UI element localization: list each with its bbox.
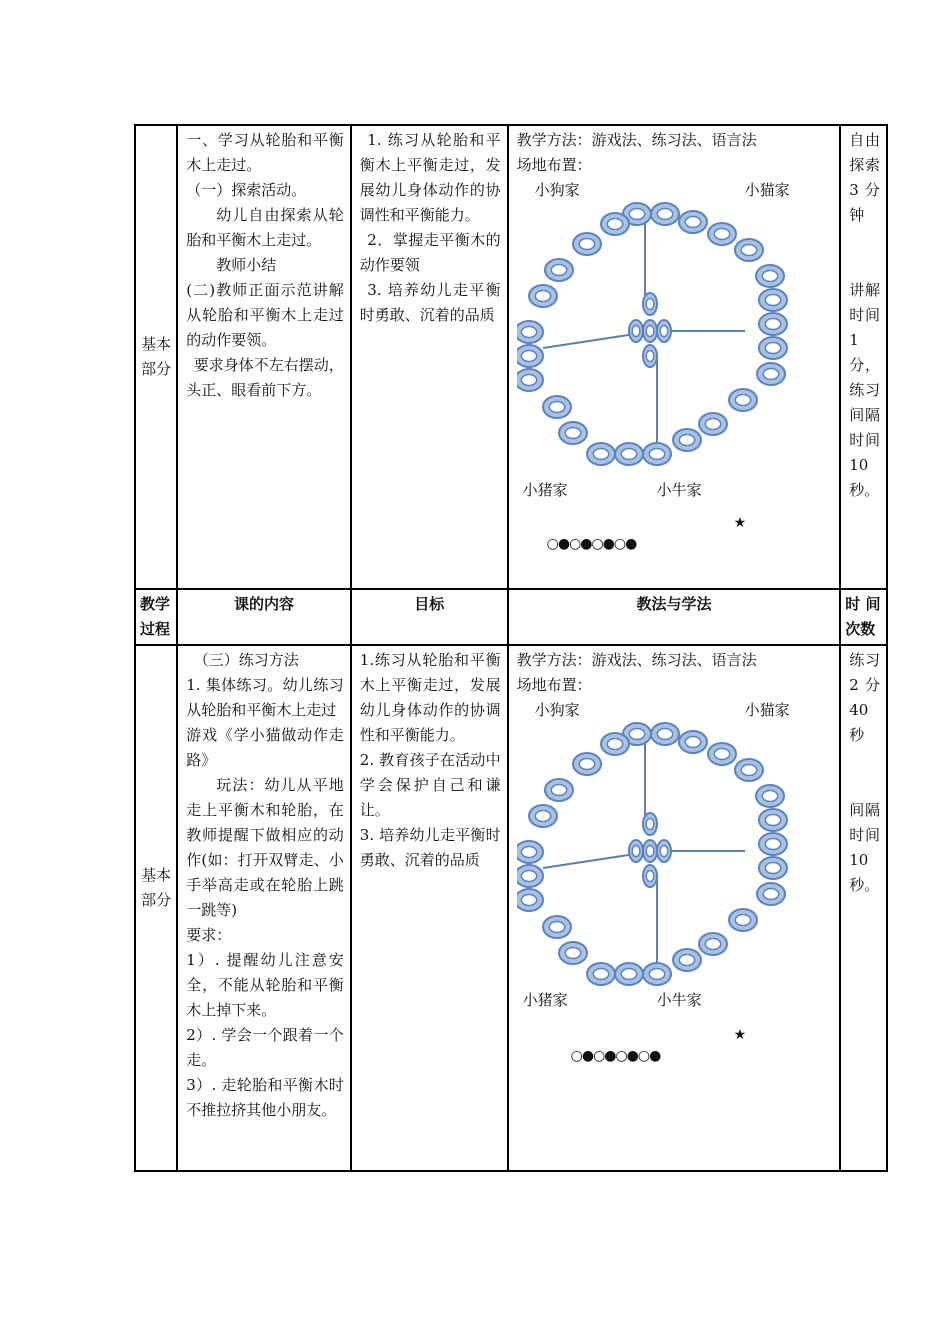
- tire-icon: [699, 413, 727, 435]
- tire-icon: [573, 233, 601, 255]
- content-line: 1. 集体练习。幼儿练习从轮胎和平衡木上走过: [186, 676, 344, 719]
- tire-icon: [657, 840, 671, 862]
- content-cell: [177, 645, 351, 1171]
- goal-line: 3. 培养幼儿走平衡时勇敢、沉着的品质: [359, 826, 501, 869]
- table-header-row: [135, 589, 887, 645]
- tire-icon: [699, 933, 727, 955]
- table-row: [135, 125, 887, 589]
- tire-icon: [529, 805, 557, 827]
- tire-icon: [657, 320, 671, 342]
- tire-icon: [756, 265, 784, 287]
- tire-icon: [759, 857, 787, 879]
- content-line: 2）. 学会一个跟着一个走。: [186, 1026, 344, 1069]
- goal-line: 2. 教育孩子在活动中学会保护自己和谦让。: [359, 751, 501, 819]
- tire-icon: [757, 363, 785, 385]
- time-line: 间隔时间10秒。: [849, 801, 880, 894]
- children-dots: ○●○●○●○●: [570, 1048, 661, 1064]
- tire-icon: [559, 422, 587, 444]
- field-layout-label: 场地布置：: [516, 676, 592, 694]
- content-line: 1）. 提醒幼儿注意安全，不能从轮胎和平衡木上掉下来。: [186, 951, 344, 1019]
- cow-home-label: 小牛家: [656, 481, 702, 499]
- tire-icon: [735, 759, 763, 781]
- method-line: 教学方法：游戏法、练习法、语言法: [516, 131, 757, 149]
- tire-icon: [615, 443, 643, 465]
- method-cell: [508, 645, 841, 1171]
- time-line: 练习2分40秒: [849, 651, 880, 744]
- goal-line: 1. 练习从轮胎和平衡木上平衡走过，发展幼儿身体动作的协调性和平衡能力。: [359, 131, 501, 224]
- tire-icon: [517, 841, 543, 863]
- time-cell: [840, 645, 887, 1171]
- dog-home-label: 小狗家: [534, 181, 580, 199]
- tire-icon: [759, 833, 787, 855]
- tire-icon: [629, 840, 643, 862]
- goal-line: 1.练习从轮胎和平衡木上平衡走过，发展幼儿身体动作的协调性和平衡能力。: [359, 651, 501, 744]
- balance-beam: [543, 854, 635, 868]
- section-cell: [135, 645, 177, 1171]
- teacher-star: ★: [733, 1027, 747, 1043]
- tire-icon: [729, 389, 757, 411]
- header-content: 课的内容: [177, 589, 351, 645]
- content-line: 3）. 走轮胎和平衡木时不推拉挤其他小朋友。: [186, 1076, 344, 1119]
- content-line: 玩法：幼儿从平地走上平衡木和轮胎，在教师提醒下做相应的动作(如：打开双臂走、小手举高走或在轮胎上跳一跳等): [186, 776, 344, 919]
- tire-icon: [651, 723, 679, 745]
- cat-home-label: 小猫家: [744, 181, 790, 199]
- tire-icon: [587, 443, 615, 465]
- method-line: 教学方法：游戏法、练习法、语言法: [516, 651, 757, 669]
- tire-icon: [673, 429, 701, 451]
- tire-icon: [545, 779, 573, 801]
- time-line: 讲解时间1分，练习间隔时间10秒。: [849, 281, 880, 499]
- pig-home-label: 小猪家: [522, 991, 568, 1009]
- tire-icon: [573, 753, 601, 775]
- content-line: 幼儿自由探索从轮胎和平衡木上走过。: [186, 206, 344, 249]
- tire-icon: [601, 733, 629, 755]
- tire-icon: [543, 396, 571, 418]
- content-line: (二)教师正面示范讲解从轮胎和平衡木上走过的动作要领。: [186, 281, 344, 349]
- tire-icon: [708, 223, 736, 245]
- tire-icon: [729, 909, 757, 931]
- tire-icon: [529, 285, 557, 307]
- teacher-star: ★: [733, 515, 747, 531]
- tire-icon: [559, 942, 587, 964]
- tire-icon: [517, 889, 543, 911]
- content-cell: [177, 125, 351, 589]
- pig-home-label: 小猪家: [522, 481, 568, 499]
- tire-icon: [587, 963, 615, 985]
- content-line: （一）探索活动。: [186, 181, 307, 199]
- tire-icon: [643, 813, 657, 835]
- tire-circle-diagram: [517, 178, 802, 478]
- lesson-table: [134, 124, 888, 1172]
- header-goal: 目标: [351, 589, 508, 645]
- goal-line: 3. 培养幼儿走平衡时勇敢、沉着的品质: [359, 281, 501, 324]
- tire-icon: [735, 239, 763, 261]
- tire-icon: [759, 809, 787, 831]
- section-label: 基本部分: [141, 866, 172, 909]
- tire-icon: [545, 259, 573, 281]
- tire-icon: [651, 203, 679, 225]
- method-cell: [508, 125, 841, 589]
- tire-icon: [756, 785, 784, 807]
- content-line: 要求身体不左右摆动，头正、眼看前下方。: [186, 356, 344, 399]
- goal-line: 2．掌握走平衡木的动作要领: [359, 231, 501, 274]
- tire-icon: [759, 313, 787, 335]
- header-process: 教学过程: [135, 589, 177, 645]
- tire-icon: [673, 949, 701, 971]
- time-cell: [840, 125, 887, 589]
- tire-icon: [643, 840, 657, 862]
- field-diagram: [517, 178, 802, 499]
- tire-icon: [759, 289, 787, 311]
- table-row: [135, 645, 887, 1171]
- tire-circle-diagram: [517, 698, 802, 988]
- content-line: 要求：: [186, 926, 232, 944]
- tire-icon: [517, 345, 543, 367]
- content-line: 游戏《学小猫做动作走路》: [186, 726, 344, 769]
- tire-icon: [643, 865, 657, 887]
- tire-icon: [643, 320, 657, 342]
- tire-icon: [615, 963, 643, 985]
- tire-icon: [759, 337, 787, 359]
- time-line: 自由探索3分钟: [849, 131, 880, 224]
- cat-home-label: 小猫家: [744, 701, 790, 719]
- header-time: 时 间次数: [840, 589, 887, 645]
- tire-icon: [629, 320, 643, 342]
- header-method: 教法与学法: [508, 589, 841, 645]
- section-cell: [135, 125, 177, 589]
- tire-icon: [517, 865, 543, 887]
- tire-icon: [679, 731, 707, 753]
- tire-icon: [643, 963, 671, 985]
- tire-icon: [517, 369, 543, 391]
- goals-cell: [351, 645, 508, 1171]
- tire-icon: [601, 213, 629, 235]
- section-label: 基本部分: [141, 335, 172, 378]
- content-line: 一、学习从轮胎和平衡木上走过。: [186, 131, 344, 174]
- tire-icon: [517, 321, 543, 343]
- content-line: （三）练习方法: [193, 651, 299, 669]
- tire-icon: [543, 916, 571, 938]
- tire-icon: [708, 743, 736, 765]
- children-dots: ○●○●○●○●: [546, 536, 637, 552]
- tire-icon: [643, 293, 657, 315]
- tire-icon: [643, 443, 671, 465]
- field-layout-label: 场地布置：: [516, 156, 592, 174]
- tire-icon: [757, 883, 785, 905]
- balance-beam: [543, 334, 635, 348]
- field-diagram: [517, 698, 802, 1009]
- cow-home-label: 小牛家: [656, 991, 702, 1009]
- content-line: 教师小结: [216, 256, 277, 274]
- tire-icon: [679, 211, 707, 233]
- tire-icon: [643, 345, 657, 367]
- dog-home-label: 小狗家: [534, 701, 580, 719]
- goals-cell: [351, 125, 508, 589]
